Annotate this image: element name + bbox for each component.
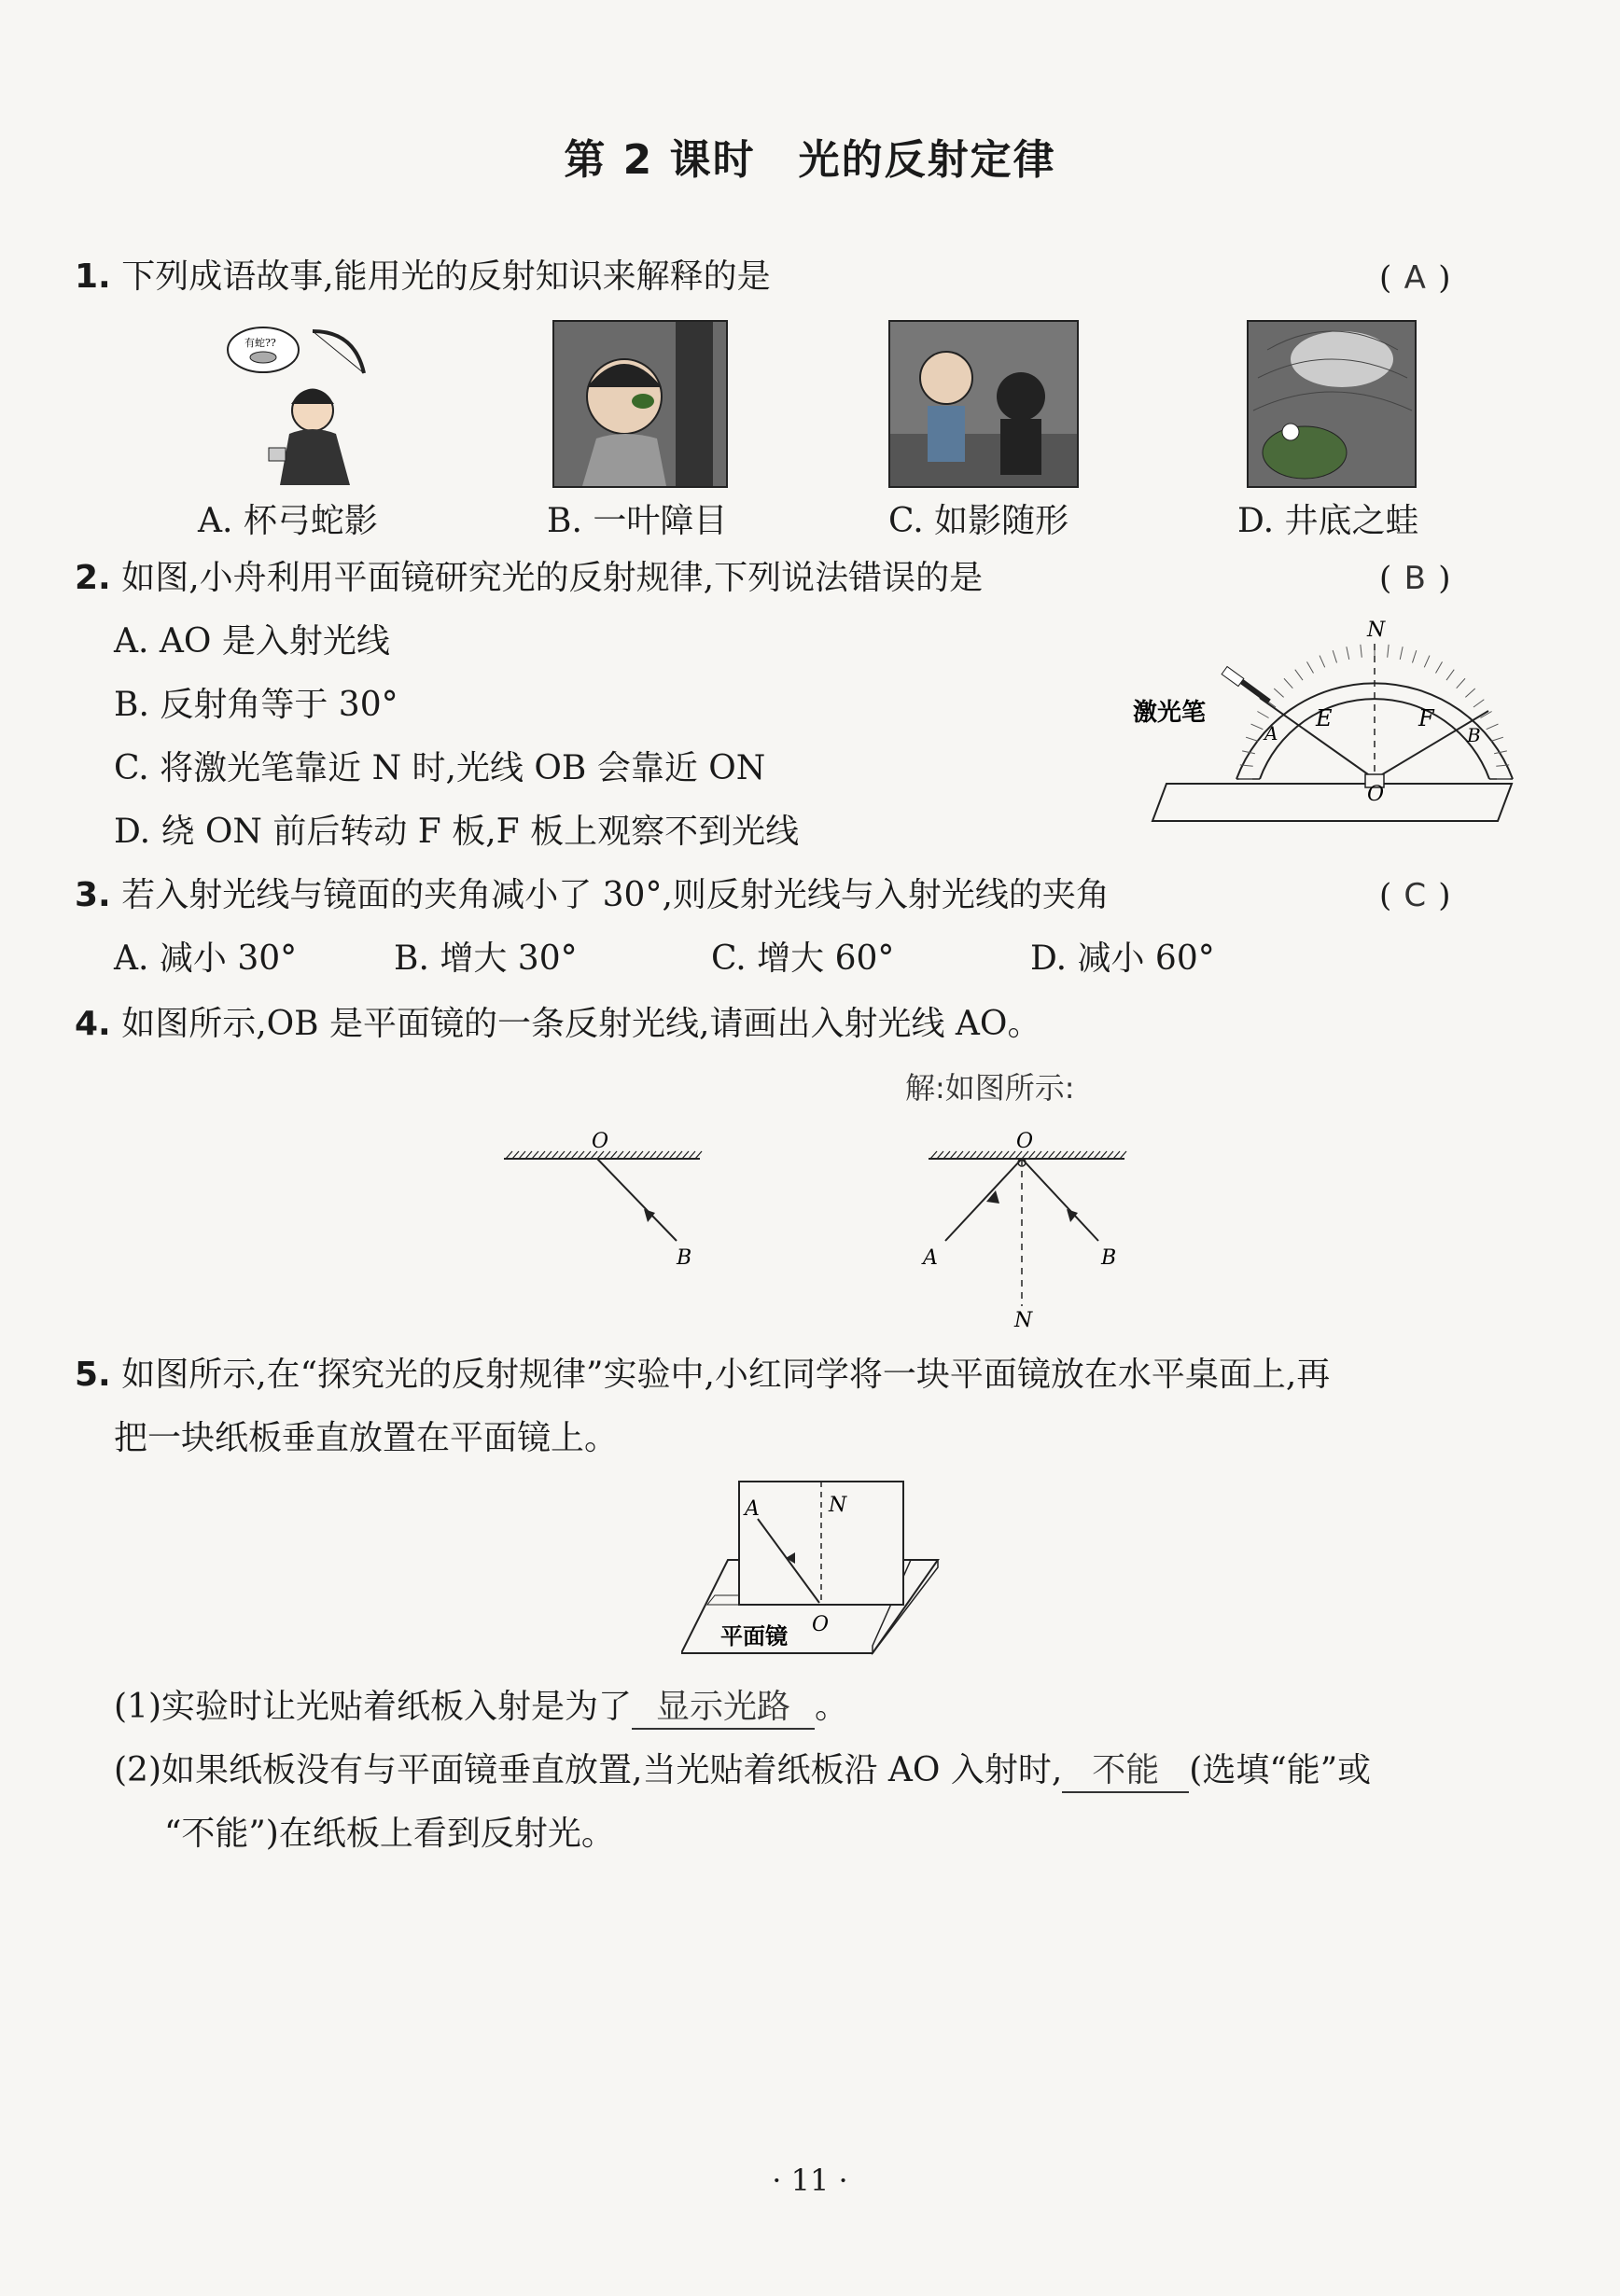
option-3b: B. 增大 30° [394,939,578,978]
figure-q5-mirror-board [681,1474,943,1661]
label-A: A [745,1497,760,1521]
subquestion-1 [114,1687,848,1730]
label-E: E [1316,705,1333,731]
page-title: 第 2 课时 光的反射定律 [564,136,1056,184]
question-number: 3. [75,876,111,914]
sub1-end: 。 [815,1688,849,1726]
option-1b: B. 一叶障目 [547,502,728,540]
question-text-line2: 把一块纸板垂直放置在平面镜上。 [114,1419,619,1457]
image-shadow [888,320,1079,488]
label-laser: 激光笔 [1133,699,1207,727]
option-2a: A. AO 是入射光线 [114,622,390,661]
answer: A [1404,259,1426,297]
option-3d: D. 减小 60° [1030,939,1215,978]
sub1-text: (1)实验时让光贴着纸板入射是为了 [114,1688,632,1726]
label-F: F [1418,705,1434,731]
label-A: A [923,1246,938,1270]
option-1a: A. 杯弓蛇影 [198,502,378,540]
label-A: A [1264,722,1278,744]
bubble-text: 有蛇?? [244,337,276,349]
question-number: 2. [75,559,111,597]
sub2-answer[interactable]: 不能 [1062,1750,1189,1793]
question-number: 5. [75,1356,111,1394]
subquestion-2-line2: “不能”)在纸板上看到反射光。 [164,1815,615,1853]
question-text-line1: 如图所示,在“探究光的反射规律”实验中,小红同学将一块平面镜放在水平桌面上,再 [121,1356,1331,1394]
answer: C [1404,877,1427,914]
question-text: 如图,小舟利用平面镜研究光的反射规律,下列说法错误的是 [121,559,984,597]
label-O: O [812,1613,830,1636]
option-2b: B. 反射角等于 30° [114,686,398,724]
label-N: N [1367,619,1386,642]
question-3 [75,875,1110,916]
question-text: 如图所示,OB 是平面镜的一条反射光线,请画出入射光线 AO。 [121,1005,1041,1043]
label-O: O [1016,1130,1034,1153]
image-cup-bow-snake [224,322,373,490]
option-3a: A. 减小 30° [114,939,298,978]
figure-reflection-protractor [1129,616,1530,830]
figure-q4-solution [919,1120,1143,1329]
label-N: N [829,1494,847,1517]
answer-bracket-2: ( B ) [1379,560,1451,597]
label-B: B [1467,724,1481,746]
sub1-answer[interactable]: 显示光路 [632,1687,815,1730]
label-B: B [677,1246,692,1270]
label-B: B [1101,1246,1117,1270]
question-number: 4. [75,1005,111,1043]
option-2c: C. 将激光笔靠近 N 时,光线 OB 会靠近 ON [114,749,766,787]
label-O: O [592,1130,609,1153]
question-5 [75,1355,1330,1396]
question-text: 若入射光线与镜面的夹角减小了 30°,则反射光线与入射光线的夹角 [121,876,1110,914]
option-2d: D. 绕 ON 前后转动 F 板,F 板上观察不到光线 [114,813,800,851]
answer-bracket-1: ( A ) [1379,259,1451,297]
image-leaf-eye [552,320,728,488]
solution-label: 解:如图所示: [905,1070,1075,1106]
label-O: O [1367,783,1385,806]
question-2 [75,558,983,599]
option-1c: C. 如影随形 [888,502,1069,540]
option-1d: D. 井底之蛙 [1237,502,1419,540]
subquestion-2 [114,1750,1371,1793]
sub2-end: (选填“能”或 [1189,1751,1372,1789]
sub2-text: (2)如果纸板没有与平面镜垂直放置,当光贴着纸板沿 AO 入射时, [114,1751,1063,1789]
answer-bracket-3: ( C ) [1379,877,1451,914]
question-number: 1. [75,257,111,296]
question-4 [75,1004,1040,1045]
image-frog-well [1247,320,1417,488]
label-mirror: 平面镜 [720,1622,788,1649]
question-1 [75,257,771,298]
page-number: · 11 · [772,2163,848,2198]
figure-q4-given [495,1120,709,1278]
label-N: N [1014,1309,1033,1329]
answer: B [1404,560,1426,597]
option-3c: C. 增大 60° [711,939,895,978]
question-text: 下列成语故事,能用光的反射知识来解释的是 [121,257,771,296]
